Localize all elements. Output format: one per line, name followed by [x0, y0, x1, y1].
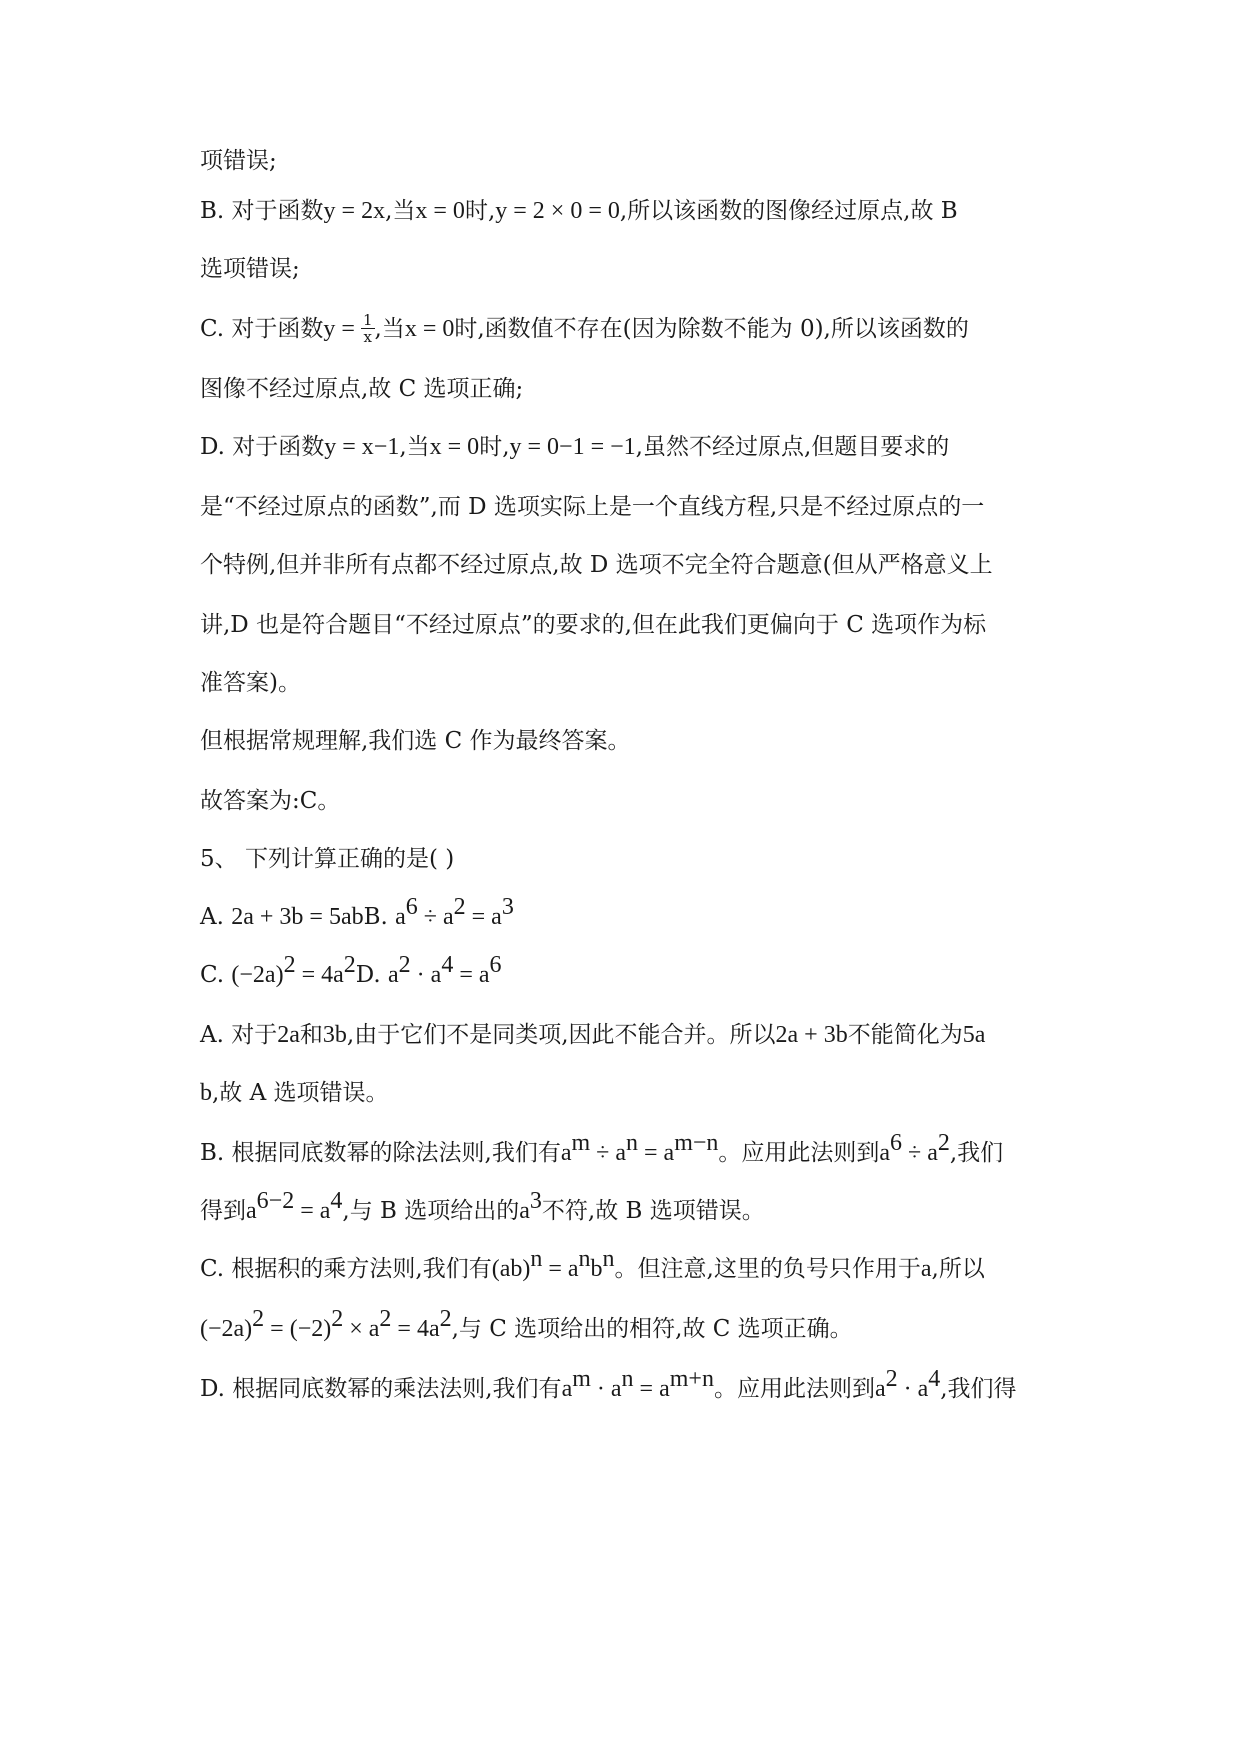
math-expression: b: [590, 1256, 603, 1282]
exponent: 2: [343, 952, 356, 978]
exponent: 4: [330, 1188, 343, 1214]
text-run: ,故 A 选项错误。: [212, 1080, 389, 1106]
math-expression: ÷ a: [590, 1140, 626, 1166]
option-label: B.: [363, 904, 396, 930]
text-run: 和: [299, 1022, 323, 1048]
exponent: m: [571, 1130, 591, 1156]
math-expression: a: [874, 1376, 886, 1402]
text-line: 图像不经过原点,故 C 选项正确;: [200, 376, 524, 402]
text-line: 项错误;: [200, 148, 277, 174]
text-run: ,与 C 选项给出的相符,故 C 选项正确。: [451, 1316, 853, 1342]
math-expression: 2a + 3b: [775, 1022, 848, 1048]
text-run: D. 对于函数: [200, 434, 325, 460]
exponent: 2: [398, 952, 411, 978]
text-line: [200, 1246, 1100, 1286]
math-expression: = a: [465, 904, 502, 930]
math-expression: b: [200, 1080, 212, 1106]
text-run: ,所以该函数的图像经过原点,故 B: [619, 198, 958, 224]
text-run: A. 对于: [200, 1022, 278, 1048]
math-expression: x = 0: [415, 198, 465, 224]
exponent: 2: [453, 894, 466, 920]
exponent: 2: [252, 1306, 265, 1332]
text-line: [200, 1130, 1100, 1170]
exponent: 2: [331, 1306, 344, 1332]
text-run: 时,: [479, 434, 510, 460]
exponent: 2: [439, 1306, 452, 1332]
option-line: [200, 894, 1100, 934]
math-expression: x = 0: [429, 434, 480, 460]
math-expression: 3b: [322, 1022, 347, 1048]
exponent: 2: [379, 1306, 392, 1332]
math-expression: y = 2 × 0 = 0: [495, 198, 620, 224]
exponent: 6−2: [256, 1188, 295, 1214]
math-expression: = a: [294, 1198, 331, 1224]
text-line: 故答案为:C。: [200, 788, 341, 814]
question-title: 5、 下列计算正确的是( ): [200, 846, 455, 872]
math-expression: (−2a): [231, 962, 284, 988]
option-line: [200, 952, 1100, 992]
text-run: B. 根据同底数幂的除法法则,我们有: [200, 1140, 561, 1166]
exponent: 2: [283, 952, 296, 978]
text-line: 但根据常规理解,我们选 C 作为最终答案。: [200, 728, 631, 754]
text-line: 选项错误;: [200, 256, 300, 282]
math-expression: y = x−1: [324, 434, 400, 460]
exponent: m−n: [674, 1130, 719, 1156]
math-expression: y =: [323, 316, 361, 342]
math-expression: ÷ a: [417, 904, 454, 930]
text-line: [200, 312, 1100, 347]
math-expression: a: [920, 1256, 932, 1282]
text-run: ,我们: [949, 1140, 1004, 1166]
text-line: [200, 1018, 1100, 1052]
math-expression: = 4a: [391, 1316, 440, 1342]
text-run: ,当: [385, 198, 416, 224]
text-run: B. 对于函数: [200, 198, 324, 224]
math-expression: a: [519, 1198, 530, 1224]
text-run: ,与 B 选项给出的: [342, 1198, 520, 1224]
text-line: [200, 1076, 1100, 1110]
math-expression: y = 0−1 = −1: [509, 434, 636, 460]
exponent: 6: [489, 952, 502, 978]
text-run: D. 根据同底数幂的乘法法则,我们有: [200, 1376, 562, 1402]
math-expression: 5a: [962, 1022, 986, 1048]
text-line: [200, 194, 1100, 228]
math-expression: 2a + 3b = 5ab: [231, 904, 364, 930]
fraction-numerator: 1: [362, 310, 373, 329]
math-expression: · a: [897, 1376, 929, 1402]
math-expression: × a: [343, 1316, 380, 1342]
text-line: [200, 430, 1100, 464]
fraction: [361, 312, 375, 345]
text-run: 时,函数值不存在(因为除数不能为 0),所以该函数的: [454, 316, 969, 342]
math-expression: · a: [590, 1376, 622, 1402]
math-expression: ÷ a: [902, 1140, 938, 1166]
math-expression: = 4a: [295, 962, 344, 988]
math-expression: a: [395, 904, 406, 930]
exponent: n: [530, 1246, 543, 1272]
math-expression: = a: [633, 1376, 670, 1402]
exponent: 4: [928, 1366, 941, 1392]
exponent: 3: [501, 894, 514, 920]
text-run: C. 对于函数: [200, 316, 324, 342]
exponent: n: [578, 1246, 591, 1272]
exponent: m+n: [669, 1366, 714, 1392]
math-expression: = a: [453, 962, 490, 988]
math-expression: · a: [410, 962, 442, 988]
fraction-denominator: x: [363, 327, 372, 346]
text-line: [200, 1366, 1100, 1406]
text-run: 不符,故 B 选项错误。: [541, 1198, 765, 1224]
text-line: [200, 1188, 1100, 1228]
text-line: [200, 1306, 1100, 1346]
exponent: 2: [937, 1130, 950, 1156]
text-run: ,虽然不经过原点,但题目要求的: [635, 434, 950, 460]
option-label: D.: [355, 962, 389, 988]
math-expression: x = 0: [404, 316, 455, 342]
math-expression: (−2a): [200, 1316, 253, 1342]
text-run: 不能简化为: [847, 1022, 963, 1048]
text-run: C. 根据积的乘方法则,我们有: [200, 1256, 492, 1282]
text-run: ,当: [399, 434, 430, 460]
math-expression: a: [560, 1140, 572, 1166]
exponent: 3: [529, 1188, 542, 1214]
math-expression: y = 2x: [323, 198, 386, 224]
math-expression: a: [246, 1198, 257, 1224]
exponent: 6: [890, 1130, 903, 1156]
text-run: ,所以: [931, 1256, 985, 1282]
exponent: n: [602, 1246, 615, 1272]
exponent: m: [572, 1366, 591, 1392]
text-run: ,由于它们不是同类项,因此不能合并。所以: [346, 1022, 776, 1048]
math-expression: a: [561, 1376, 573, 1402]
exponent: 6: [405, 894, 418, 920]
exponent: 4: [441, 952, 454, 978]
math-expression: = a: [542, 1256, 579, 1282]
exponent: n: [626, 1130, 638, 1156]
option-label: A.: [200, 904, 232, 930]
text-run: 得到: [200, 1198, 246, 1224]
text-line: 准答案)。: [200, 670, 301, 696]
text-run: ,我们得: [940, 1376, 1017, 1402]
exponent: 2: [885, 1366, 898, 1392]
math-expression: a: [388, 962, 399, 988]
text-run: 。应用此法则到: [718, 1140, 880, 1166]
text-line: 是“不经过原点的函数”,而 D 选项实际上是一个直线方程,只是不经过原点的一: [200, 494, 985, 520]
math-expression: 2a: [277, 1022, 300, 1048]
text-run: 。但注意,这里的负号只作用于: [614, 1256, 921, 1282]
math-expression: (ab): [491, 1256, 531, 1282]
text-line: 个特例,但并非所有点都不经过原点,故 D 选项不完全符合题意(但从严格意义上: [200, 552, 993, 578]
option-label: C.: [200, 962, 232, 988]
math-expression: = (−2): [264, 1316, 332, 1342]
math-expression: a: [879, 1140, 891, 1166]
exponent: n: [621, 1366, 634, 1392]
text-run: 。应用此法则到: [713, 1376, 875, 1402]
text-run: ,当: [374, 316, 405, 342]
math-expression: = a: [638, 1140, 675, 1166]
text-line: 讲,D 也是符合题目“不经过原点”的要求的,但在此我们更偏向于 C 选项作为标: [200, 612, 987, 638]
text-run: 时,: [464, 198, 496, 224]
